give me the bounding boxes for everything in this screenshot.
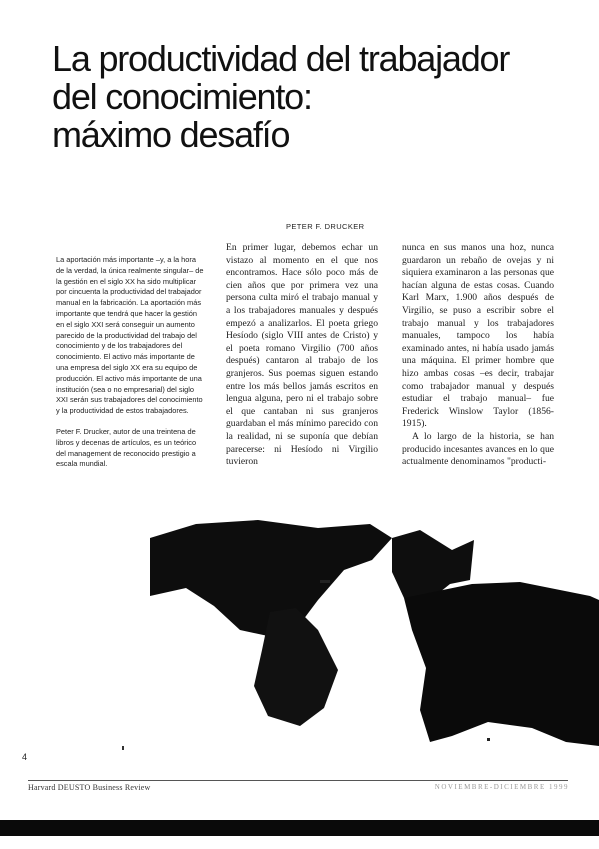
scan-edge-bar xyxy=(0,820,599,836)
body-paragraph: En primer lugar, debemos echar un vistazo al momento en el que nos encontramos. Hace sólo poco más de cien años que por primera vez una persona culta miró el trabajo manual y a los trabajadores manuales y después empezó a analizarlos. El poeta griego Hesíodo (siglo VIII antes de Cristo) y el poeta romano Virgilio (700 años después) cantaron al trabajo de los granjeros. Sus poemas siguen estando entre los más bellos jamás escritos en lengua alguna, pero ni el trabajo sobre el que cantaban ni sus granjeros guardaban el más mínimo parecido con la realidad, ni se suponía que debían parecerse: ni Hesíodo ni Virgilio tuvieron xyxy=(226,242,378,468)
body-paragraph: A lo largo de la historia, se han producido incesantes avances en lo que actualmente denominamos "producti- xyxy=(402,430,554,468)
publication-name: Harvard DEUSTO Business Review xyxy=(28,783,151,792)
illustration xyxy=(0,480,599,770)
author-bio: Peter F. Drucker, autor de una treintena de libros y decenas de artículos, es un teórico del management de reconocido prestigio a escala mundial. xyxy=(56,426,197,469)
body-paragraph: nunca en sus manos una hoz, nunca guardaron un rebaño de ovejas y ni siquiera examinaron a las personas que hacían alguna de estas cosas. Cuando Karl Marx, 1.900 años después de Virgilio, se puso a escribir sobre el trabajo manual y los trabajadores manuales, tampoco los había examinado antes, ni había usado jamás una máquina. El primer hombre que hizo ambas cosas –es decir, trabajar como trabajador manual y después estudiar el trabajo manual– fue Frederick Winslow Taylor (1856-1915). xyxy=(402,242,554,430)
page-number: 4 xyxy=(22,752,28,762)
body-column-1 xyxy=(226,242,378,469)
article-title xyxy=(52,40,572,154)
illustration-speck xyxy=(487,738,490,741)
illustration-speck xyxy=(122,746,124,750)
abstract-column xyxy=(56,255,206,480)
title-line: La productividad del trabajador xyxy=(52,38,510,79)
title-line: del conocimiento: xyxy=(52,76,312,117)
body-column-2 xyxy=(402,242,554,469)
illustration-speck xyxy=(320,580,330,583)
title-line: máximo desafío xyxy=(52,114,290,155)
abstract-paragraph: La aportación más importante –y, a la hora de la verdad, la única realmente singular– de la gestión en el siglo XX ha sido multiplicar por cincuenta la productividad del trabajador manual en la fabricación. La aportación más importante que tendrá que hacer la gestión en el siglo XXI será conseguir un aumento parecido de la productividad del trabajo del conocimiento y de los trabajadores del conocimiento. El activo más importante de una empresa del siglo XX era su equipo de producción. El activo más importante de una institución (sea o no empresarial) del siglo XXI serán sus trabajadores del conocimiento y la productividad de estos trabajadores. xyxy=(56,255,204,416)
issue-date: NOVIEMBRE-DICIEMBRE 1999 xyxy=(434,783,569,791)
illustration-shape-right xyxy=(404,582,599,746)
author-byline: PETER F. DRUCKER xyxy=(286,222,365,231)
footer-rule xyxy=(28,780,568,781)
